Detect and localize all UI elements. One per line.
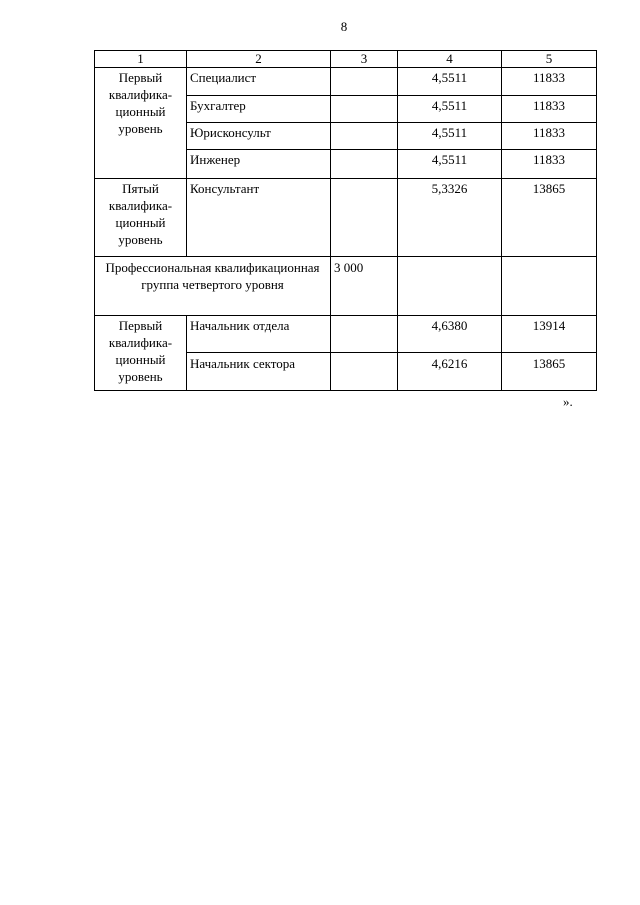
coefficient-cell: 4,5511 (398, 68, 502, 96)
salary-cell: 11833 (502, 96, 597, 123)
table-header-row (95, 51, 597, 68)
empty-cell (502, 257, 597, 316)
position-cell: Специалист (187, 68, 331, 96)
position-cell: Консультант (187, 179, 331, 257)
group-base-value: 3 000 (331, 257, 398, 316)
salary-cell: 11833 (502, 150, 597, 179)
col3-cell (331, 353, 398, 391)
col3-cell (331, 68, 398, 96)
col3-cell (331, 123, 398, 150)
salary-cell: 11833 (502, 68, 597, 96)
coefficient-cell: 4,5511 (398, 150, 502, 179)
closing-quote-mark: ». (563, 394, 573, 409)
salary-cell: 13865 (502, 353, 597, 391)
qualification-group-title: Профессиональная квалификационная группа четвертого уровня (95, 257, 331, 316)
page-number: 8 (340, 19, 348, 34)
position-cell: Бухгалтер (187, 96, 331, 123)
salary-table (94, 50, 597, 391)
table-row (95, 68, 597, 96)
empty-cell (398, 257, 502, 316)
position-cell: Юрисконсульт (187, 123, 331, 150)
col3-cell (331, 179, 398, 257)
col3-cell (331, 150, 398, 179)
position-cell: Инженер (187, 150, 331, 179)
qualification-level-cell: Пятый квалифика-ционный уровень (95, 179, 187, 257)
coefficient-cell: 5,3326 (398, 179, 502, 257)
qualification-level-cell: Первый квалифика-ционный уровень (95, 68, 187, 179)
header-cell: 2 (187, 51, 331, 68)
header-cell: 5 (502, 51, 597, 68)
position-cell: Начальник сектора (187, 353, 331, 391)
salary-cell: 11833 (502, 123, 597, 150)
salary-cell: 13914 (502, 316, 597, 353)
table-row (95, 179, 597, 257)
header-cell: 4 (398, 51, 502, 68)
coefficient-cell: 4,6216 (398, 353, 502, 391)
col3-cell (331, 96, 398, 123)
coefficient-cell: 4,5511 (398, 96, 502, 123)
qualification-level-cell: Первый квалифика-ционный уровень (95, 316, 187, 391)
position-cell: Начальник отдела (187, 316, 331, 353)
coefficient-cell: 4,5511 (398, 123, 502, 150)
header-cell: 3 (331, 51, 398, 68)
header-cell: 1 (95, 51, 187, 68)
group-row (95, 257, 597, 316)
coefficient-cell: 4,6380 (398, 316, 502, 353)
col3-cell (331, 316, 398, 353)
table-row (95, 316, 597, 353)
salary-cell: 13865 (502, 179, 597, 257)
